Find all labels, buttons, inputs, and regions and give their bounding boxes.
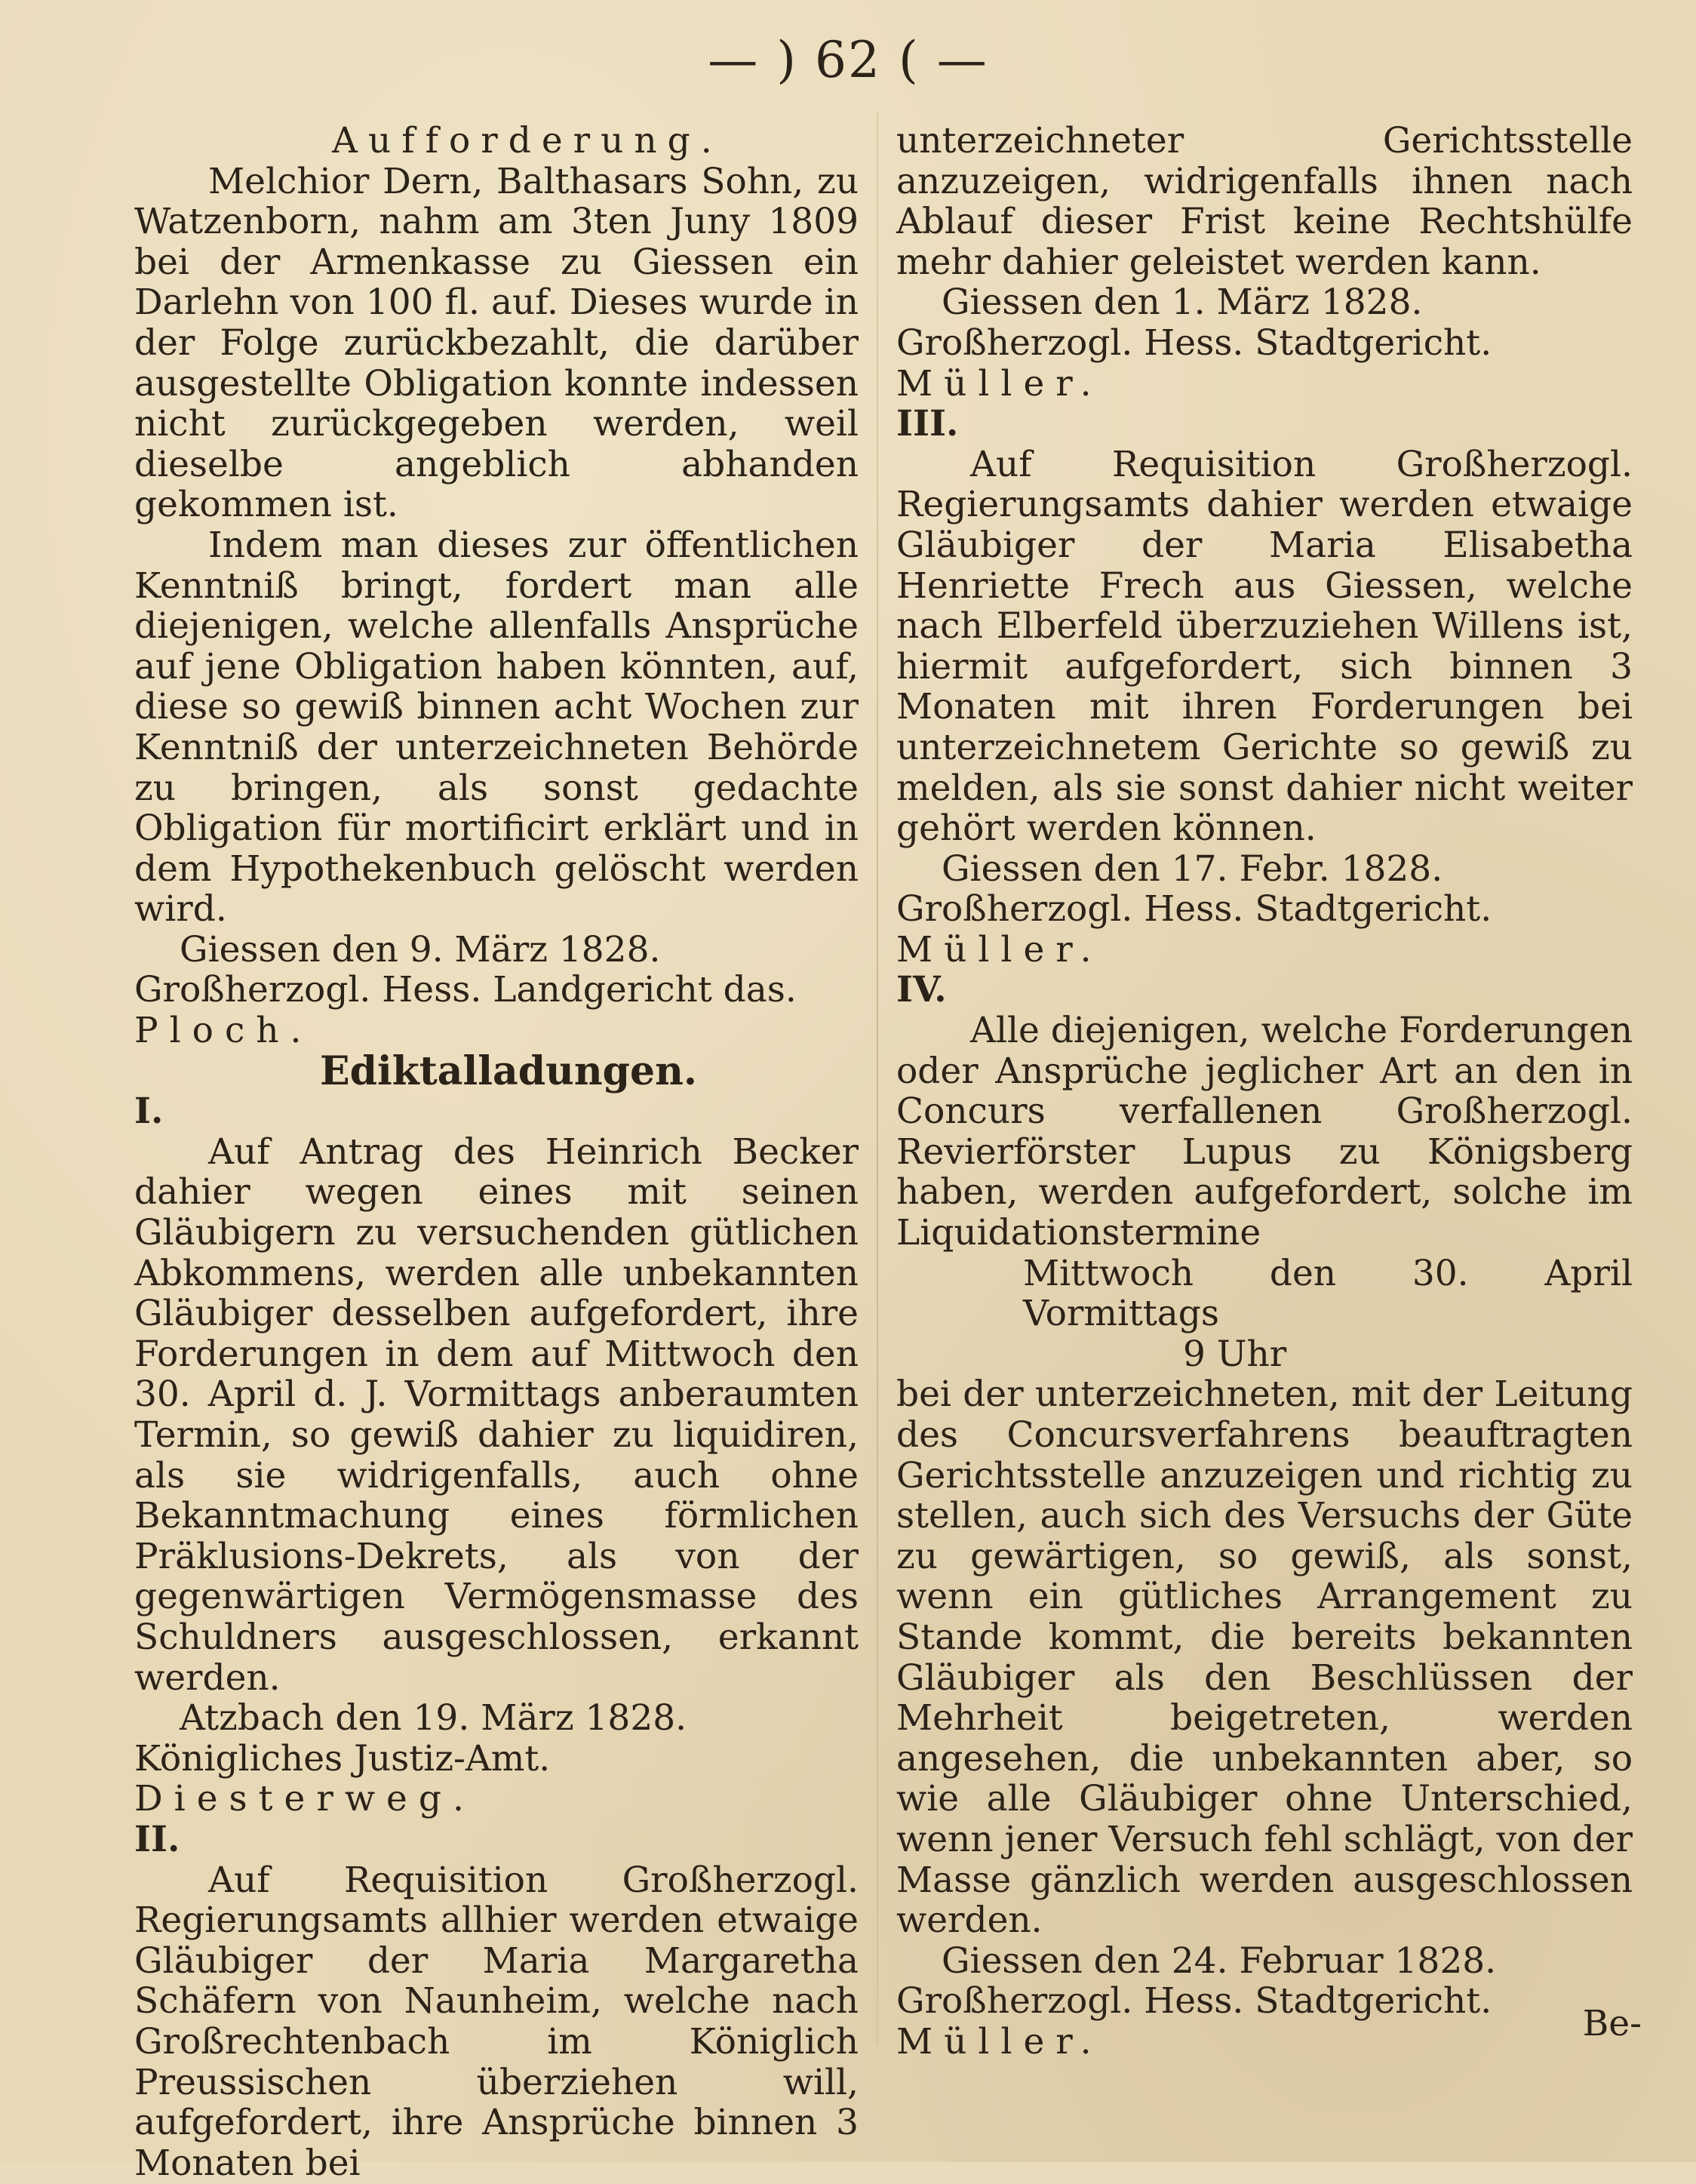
notice-numeral: I.: [134, 1090, 164, 1133]
notice-authority: Großherzogl. Hess. Stadtgericht.: [896, 1980, 1492, 2023]
notice-authority: Großherzogl. Hess. Stadtgericht.: [896, 888, 1492, 931]
section-heading: Ediktalladungen.: [320, 1047, 698, 1094]
notice-paragraph: Auf Requisition Großherzogl. Regierungsamts allhier werden etwaige Gläubiger der Maria Margaretha Schäfern von Naunheim, welche nach Großrechtenbach im Königlich Preussischen überziehen will, aufgefordert, ihre Ansprüche binnen 3 Monaten bei: [134, 1859, 859, 2184]
liquidation-term-line: Mittwoch den 30. April Vormittags: [1023, 1252, 1633, 1335]
notice-paragraph: bei der unterzeichneten, mit der Leitung des Concursverfahrens beauftragten Gerichtsstelle anzuzeigen und richtig zu stellen, auch sich des Versuchs der Güte zu gewärtigen, so gewiß, als sonst, wenn ein gütliches Arrangement zu Stande kommt, die bereits bekannten Gläubiger als den Beschlüssen der Mehrheit beigetreten, werden angesehen, die unbekannten aber, so wie alle Gläubiger ohne Unterschied, wenn jener Versuch fehl schlägt, von der Masse gänzlich werden ausgeschlossen werden.: [896, 1373, 1633, 1942]
column-fold-line: [877, 113, 878, 2045]
catchword: Be-: [1582, 2003, 1642, 2044]
notice-date: Atzbach den 19. März 1828.: [180, 1697, 687, 1740]
notice-authority: Königliches Justiz-Amt.: [134, 1737, 551, 1779]
notice-numeral: III.: [896, 403, 959, 445]
notice-paragraph: Alle diejenigen, welche Forderungen oder Ansprüche jeglicher Art an den in Concurs verfallenen Großherzogl. Revierförster Lupus zu Königsberg haben, werden aufgefordert, solche im Liquidationstermine: [896, 1010, 1633, 1254]
notice-paragraph: Auf Antrag des Heinrich Becker dahier wegen eines mit seinen Gläubigern zu versuchenden gütlichen Abkommens, werden alle unbekannten Gläubiger desselben aufgefordert, ihre Forderungen in dem auf Mittwoch den 30. April d. J. Vormittags anberaumten Termin, so gewiß dahier zu liquidiren, als sie widrigenfalls, auch ohne Bekanntmachung eines förmlichen Präklusions-Dekrets, als von der gegenwärtigen Vermögensmasse des Schuldners ausgeschlossen, erkannt werden.: [134, 1130, 859, 1699]
left-column: [134, 121, 859, 2183]
notice-authority: Großherzogl. Hess. Landgericht das.: [134, 969, 797, 1011]
notice-date: Giessen den 17. Febr. 1828.: [942, 847, 1443, 890]
notice-paragraph: Melchior Dern, Balthasars Sohn, zu Watzenborn, nahm am 3ten Juny 1809 bei der Armenkasse zu Giessen ein Darlehn von 100 fl. auf. Dieses wurde in der Folge zurückbezahlt, die darüber ausgestellte Obligation konnte indessen nicht zurückgegeben werden, weil dieselbe angeblich abhanden gekommen ist.: [134, 160, 859, 526]
notice-authority: Großherzogl. Hess. Stadtgericht.: [896, 321, 1492, 364]
notice-numeral: IV.: [896, 969, 947, 1011]
notice-date: Giessen den 1. März 1828.: [942, 281, 1423, 324]
notice-signature: Müller.: [896, 362, 1103, 405]
notice-paragraph: Auf Requisition Großherzogl. Regierungsamts dahier werden etwaige Gläubiger der Maria Elisabetha Henriette Frech aus Giessen, welche nach Elberfeld überzuziehen Willens ist, hiermit aufgefordert, sich binnen 3 Monaten mit ihren Forderungen bei unterzeichnetem Gerichte so gewiß zu melden, als sie sonst dahier nicht weiter gehört werden können.: [896, 443, 1633, 850]
notice-signature: Müller.: [896, 928, 1103, 970]
notice-numeral: II.: [134, 1818, 180, 1860]
notice-paragraph: Indem man dieses zur öffentlichen Kenntniß bringt, fordert man alle diejenigen, welche allenfalls Ansprüche auf jene Obligation haben könnten, auf, diese so gewiß binnen acht Wochen zur Kenntniß der unterzeichneten Behörde zu bringen, als sonst gedachte Obligation für mortificirt erklärt und in dem Hypothekenbuch gelöscht werden wird.: [134, 524, 859, 931]
right-column: [896, 121, 1633, 2062]
notice-heading: Aufforderung.: [332, 120, 723, 161]
notice-signature: Müller.: [896, 2020, 1103, 2062]
notice-paragraph: unterzeichneter Gerichtsstelle anzuzeigen, widrigenfalls ihnen nach Ablauf dieser Frist keine Rechtshülfe mehr dahier geleistet werden kann.: [896, 120, 1633, 283]
notice-signature: Ploch.: [134, 1010, 313, 1052]
page-number-header: — ) 62 ( —: [708, 31, 988, 89]
notice-date: Giessen den 24. Februar 1828.: [942, 1939, 1497, 1982]
notice-signature: Diesterweg.: [134, 1778, 475, 1820]
liquidation-term-time: 9 Uhr: [1183, 1333, 1287, 1375]
notice-date: Giessen den 9. März 1828.: [180, 928, 661, 970]
